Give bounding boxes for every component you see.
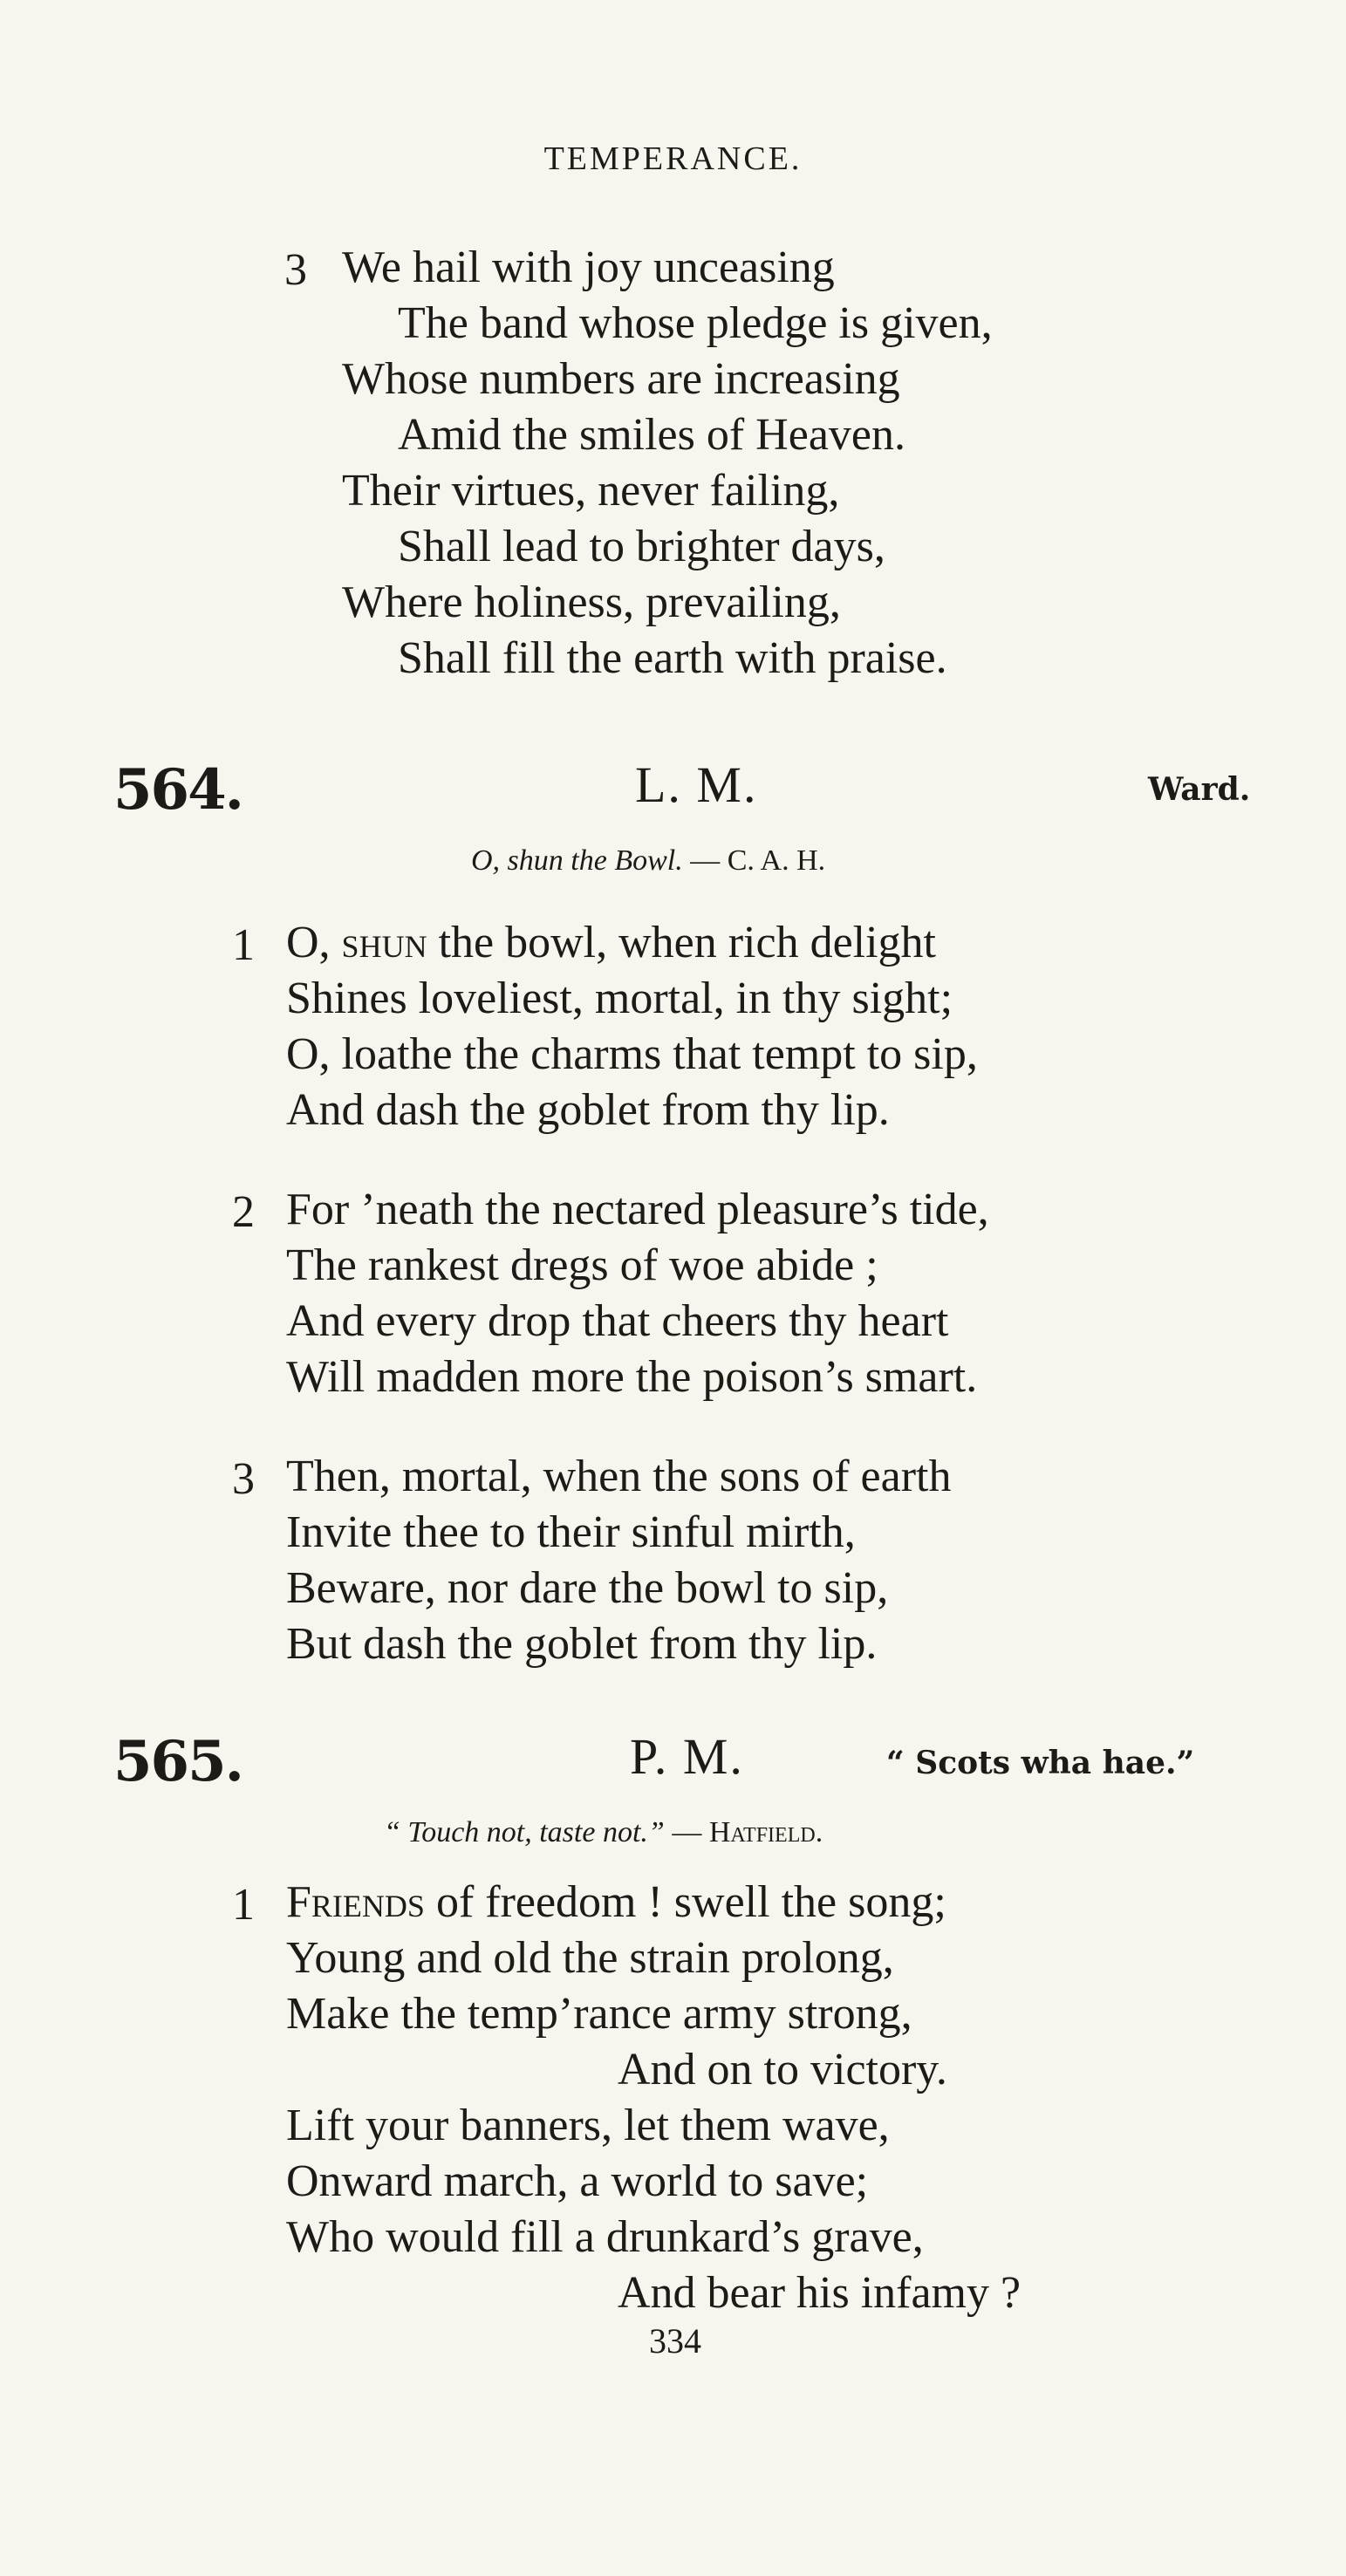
running-head: TEMPERANCE. — [543, 140, 803, 177]
tune-name: Ward. — [1148, 771, 1251, 808]
hymn-title: O, shun the Bowl. — [471, 844, 683, 877]
verse-line: Amid the smiles of Heaven. — [398, 410, 905, 460]
verse-line: Lift your banners, let them wave, — [286, 2101, 890, 2150]
verse-line: Beware, nor dare the bowl to sip, — [286, 1563, 889, 1613]
verse-line: The band whose pledge is given, — [398, 298, 993, 348]
verse-line: The rankest dregs of woe abide ; — [286, 1240, 878, 1290]
verse-line: Shines loveliest, mortal, in thy sight; — [286, 974, 953, 1023]
verse-line: Shall fill the earth with praise. — [398, 633, 947, 683]
verse-line: Young and old the strain prolong, — [286, 1933, 894, 1983]
first-words: Friends — [286, 1877, 425, 1927]
hymn-subtitle — [471, 844, 825, 878]
verse-line: Will madden more the poison’s smart. — [286, 1352, 978, 1402]
hymn-subtitle — [384, 1816, 823, 1849]
verse-line: And every drop that cheers thy heart — [286, 1296, 949, 1346]
hymn-title: “ Touch not, taste not.” — [384, 1816, 665, 1848]
stanza-number: 3 — [232, 1454, 255, 1504]
hymn-author: — Hatfield. — [664, 1816, 823, 1848]
verse-line: Their virtues, never failing, — [342, 466, 840, 516]
verse-line: Whose numbers are increasing — [342, 354, 900, 404]
hymn-author: — C. A. H. — [682, 844, 826, 877]
hymn-number: 565. — [113, 1729, 243, 1794]
hymn-meter: P. M. — [630, 1728, 744, 1785]
verse-line: Onward march, a world to save; — [286, 2156, 869, 2206]
hymn-number: 564. — [113, 757, 243, 823]
verse-line — [286, 1876, 946, 1930]
verse-line: Make the temp’rance army strong, — [286, 1989, 912, 2039]
verse-line: Then, mortal, when the sons of earth — [286, 1452, 952, 1501]
verse-line: And bear his infamy ? — [618, 2268, 1021, 2318]
stanza-number: 1 — [232, 1880, 255, 1930]
stanza-number: 1 — [232, 920, 255, 970]
verse-line: O, loathe the charms that tempt to sip, — [286, 1029, 978, 1079]
verse-line: Who would fill a drunkard’s grave, — [286, 2212, 924, 2262]
verse-line: Where holiness, prevailing, — [342, 577, 841, 627]
verse-line: For ’neath the nectared pleasure’s tide, — [286, 1185, 989, 1234]
verse-line-rest: the bowl, when rich delight — [427, 918, 937, 967]
hymn-meter: L. M. — [635, 756, 758, 813]
verse-line: Invite thee to their sinful mirth, — [286, 1507, 856, 1557]
tune-name: “ Scots wha hae.” — [886, 1745, 1195, 1781]
verse-line: Shall lead to brighter days, — [398, 522, 885, 571]
first-words: O, shun — [286, 918, 427, 967]
verse-line-rest: of freedom ! swell the song; — [424, 1877, 946, 1927]
stanza-number: 2 — [232, 1187, 255, 1237]
verse-line: And dash the goblet from thy lip. — [286, 1085, 890, 1135]
verse-line: And on to victory. — [618, 2045, 947, 2094]
verse-line: But dash the goblet from thy lip. — [286, 1619, 878, 1669]
verse-line — [286, 916, 936, 970]
stanza-number: 3 — [284, 245, 307, 295]
page-number: 334 — [649, 2321, 701, 2361]
verse-line: We hail with joy unceasing — [342, 243, 835, 292]
